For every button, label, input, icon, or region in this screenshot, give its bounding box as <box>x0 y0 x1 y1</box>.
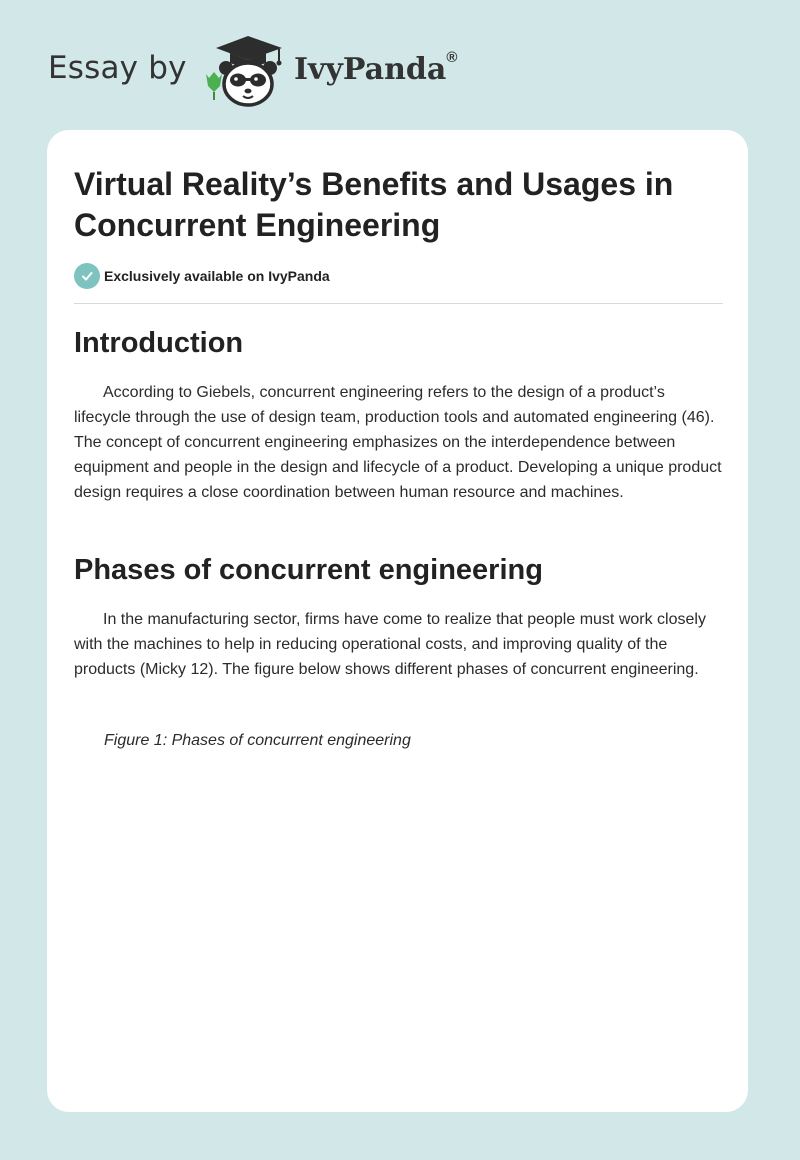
section-paragraph: In the manufacturing sector, firms have come to realize that people must work closely with the machines to help in reducing operational costs, and improving quality of the products (Micky 12). The figure below shows different phases of concurrent engineering. <box>74 611 706 678</box>
essay-by-label: Essay by <box>48 50 187 86</box>
section-phases <box>74 553 724 682</box>
figure-caption: Figure 1: Phases of concurrent engineering <box>104 732 411 749</box>
exclusive-badge <box>74 263 330 289</box>
checkmark-icon <box>74 263 100 289</box>
section-heading: Introduction <box>74 327 244 359</box>
site-header <box>48 30 468 110</box>
section-introduction <box>74 326 724 505</box>
section-heading: Phases of concurrent engineering <box>74 554 543 586</box>
brand-name-text: IvyPanda <box>294 52 447 87</box>
ivy-leaf-icon <box>206 72 222 100</box>
brand-name <box>294 49 458 87</box>
title-divider <box>74 303 723 304</box>
essay-card <box>47 130 748 1112</box>
registered-mark: ® <box>446 49 458 66</box>
badge-label: Exclusively available on IvyPanda <box>104 268 330 284</box>
panda-logo-icon[interactable] <box>200 30 296 110</box>
page-title: Virtual Reality’s Benefits and Usages in Concurrent Engineering <box>74 166 674 243</box>
section-paragraph: According to Giebels, concurrent engineering refers to the design of a product’s lifecycle through the use of design team, production tools and automated engineering (46). The concept of concurrent engineering emphasizes on the interdependence between equipment and people in the design and lifecycle of a product. Developing a unique product design requires a close coordination between human resource and machines. <box>74 384 722 501</box>
